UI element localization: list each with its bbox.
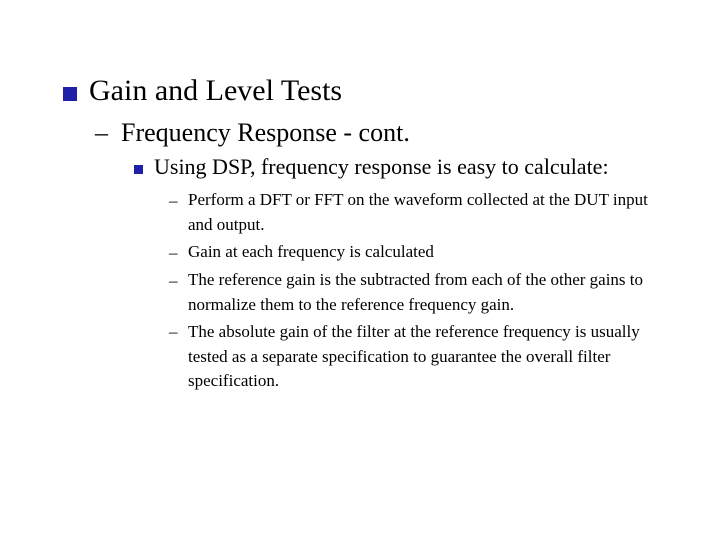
dash-bullet-level4: – (169, 191, 178, 210)
subheading-level2: Frequency Response - cont. (121, 118, 410, 147)
heading-level1: Gain and Level Tests (89, 74, 343, 107)
square-bullet-icon (63, 87, 77, 101)
bullet-item-level4: The reference gain is the subtracted from each of the other gains to normalize them to the reference frequency gain. (188, 270, 644, 314)
bullet-item-level4: Gain at each frequency is calculated (188, 242, 434, 261)
bullet-item-level4: The absolute gain of the filter at the reference frequency is usually tested as a separate specification to guarantee the overall filter specification. (188, 322, 640, 390)
square-bullet-icon (134, 165, 143, 174)
bullet-level3: Using DSP, frequency response is easy to calculate: (154, 154, 609, 179)
dash-bullet-level4: – (169, 271, 178, 290)
dash-bullet-level4: – (169, 322, 178, 341)
dash-bullet-level4: – (169, 243, 178, 262)
dash-bullet-level2: – (95, 118, 108, 147)
bullet-item-level4: Perform a DFT or FFT on the waveform collected at the DUT input and output. (188, 190, 648, 234)
